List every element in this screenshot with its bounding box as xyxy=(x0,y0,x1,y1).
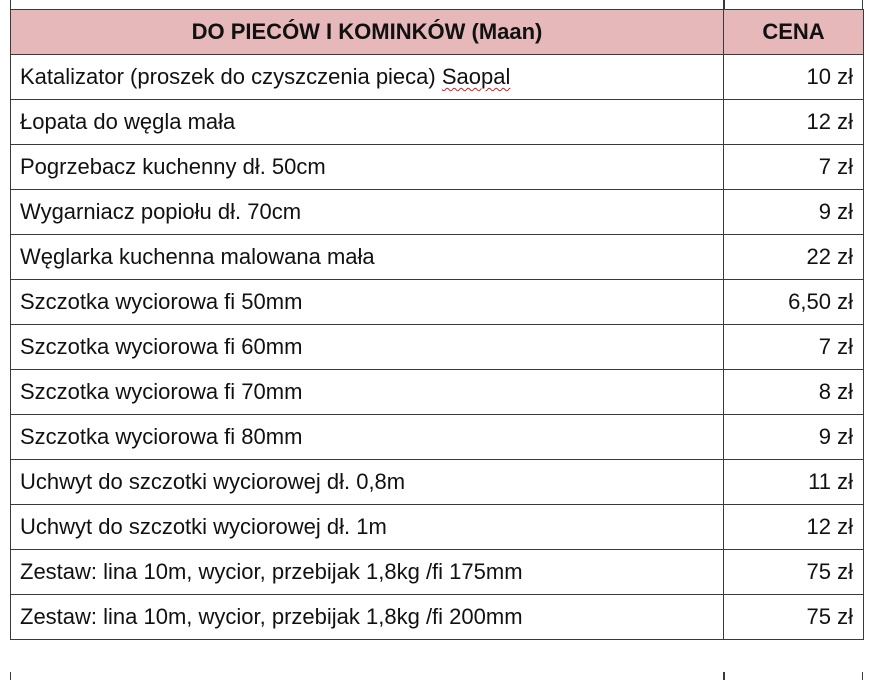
price-column-header: CENA xyxy=(724,10,864,55)
product-price-cell: 75 zł xyxy=(724,595,864,640)
table-row xyxy=(11,550,864,595)
product-name-cell: Pogrzebacz kuchenny dł. 50cm xyxy=(11,145,724,190)
table-body xyxy=(11,55,864,640)
product-price-cell: 12 zł xyxy=(724,505,864,550)
product-name-cell: Szczotka wyciorowa fi 60mm xyxy=(11,325,724,370)
table-row xyxy=(11,100,864,145)
table-row xyxy=(11,370,864,415)
product-name-cell: Zestaw: lina 10m, wycior, przebijak 1,8kg /fi 175mm xyxy=(11,550,724,595)
product-price-cell: 9 zł xyxy=(724,190,864,235)
table-row xyxy=(11,55,864,100)
column-divider xyxy=(723,672,725,680)
table-row xyxy=(11,235,864,280)
price-table xyxy=(10,9,864,640)
column-divider xyxy=(723,0,725,9)
product-price-cell: 22 zł xyxy=(724,235,864,280)
product-price-cell: 12 zł xyxy=(724,100,864,145)
table-header-row xyxy=(11,10,864,55)
table-row xyxy=(11,145,864,190)
product-price-cell: 9 zł xyxy=(724,415,864,460)
table-row xyxy=(11,325,864,370)
product-name-cell: Szczotka wyciorowa fi 70mm xyxy=(11,370,724,415)
table-row xyxy=(11,595,864,640)
product-price-cell: 7 zł xyxy=(724,145,864,190)
product-name-cell: Szczotka wyciorowa fi 80mm xyxy=(11,415,724,460)
product-name-cell: Wygarniacz popiołu dł. 70cm xyxy=(11,190,724,235)
product-price-cell: 8 zł xyxy=(724,370,864,415)
table-row xyxy=(11,280,864,325)
product-name-cell: Szczotka wyciorowa fi 50mm xyxy=(11,280,724,325)
product-column-header: DO PIECÓW I KOMINKÓW (Maan) xyxy=(11,10,724,55)
product-name-cell: Uchwyt do szczotki wyciorowej dł. 0,8m xyxy=(11,460,724,505)
product-price-cell: 75 zł xyxy=(724,550,864,595)
product-price-cell: 10 zł xyxy=(724,55,864,100)
product-name-cell: Łopata do węgla mała xyxy=(11,100,724,145)
product-price-cell: 6,50 zł xyxy=(724,280,864,325)
product-name-cell: Zestaw: lina 10m, wycior, przebijak 1,8kg /fi 200mm xyxy=(11,595,724,640)
product-brand-flagged: Saopal xyxy=(441,64,511,89)
table-row xyxy=(11,505,864,550)
product-name-cell: Węglarka kuchenna malowana mała xyxy=(11,235,724,280)
product-price-cell: 11 zł xyxy=(724,460,864,505)
table-row xyxy=(11,415,864,460)
table-row xyxy=(11,460,864,505)
product-name-cell xyxy=(11,55,724,100)
table-row xyxy=(11,190,864,235)
product-name: Katalizator (proszek do czyszczenia pieca) xyxy=(20,64,442,89)
table-bottom-edge xyxy=(10,672,863,680)
product-price-cell: 7 zł xyxy=(724,325,864,370)
table-top-edge xyxy=(10,0,863,9)
product-name-cell: Uchwyt do szczotki wyciorowej dł. 1m xyxy=(11,505,724,550)
